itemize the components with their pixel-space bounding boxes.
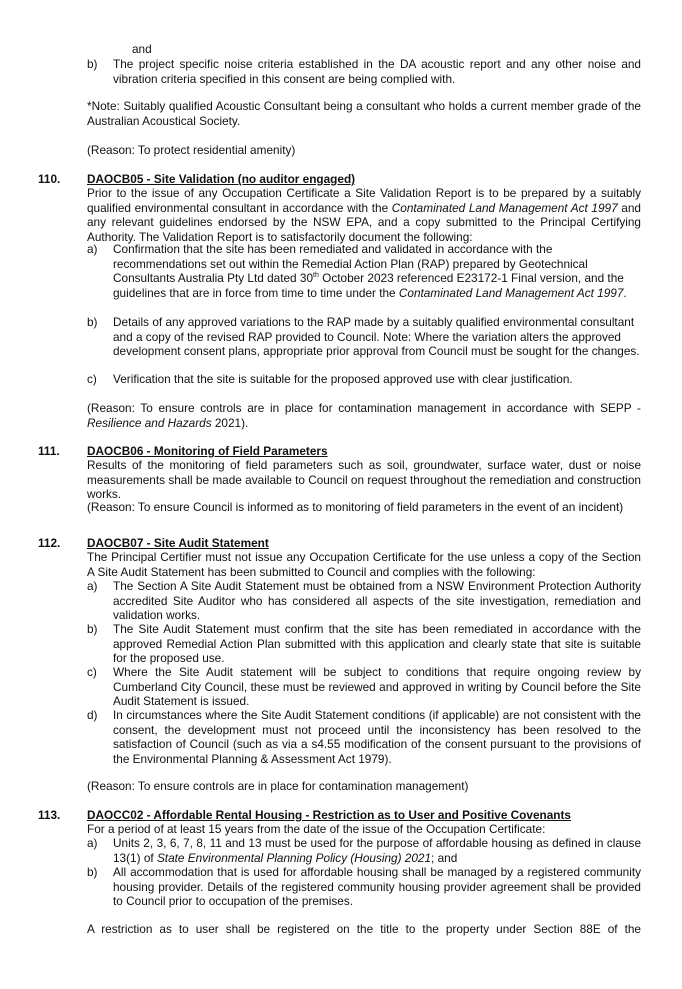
list-label: a) [87, 836, 98, 850]
acoustic-note: *Note: Suitably qualified Acoustic Consultant being a consultant who holds a current member grade of the Australian Acoustical Society. [87, 99, 641, 128]
list-item-d [87, 708, 641, 766]
list-item-c [87, 665, 641, 709]
list-item-a [87, 579, 641, 623]
list-text: The Site Audit Statement must confirm that the site has been remediated in accordance with the approved Remedial Action Plan submitted with this application and clearly state that site is suitable for the proposed use. [113, 622, 641, 666]
list-label: d) [87, 708, 98, 722]
condition-intro: For a period of at least 15 years from the date of the issue of the Occupation Certificate: [87, 822, 546, 836]
condition-number: 112. [38, 536, 61, 550]
list-text: Units 2, 3, 6, 7, 8, 11 and 13 must be used for the purpose of affordable housing as defined in clause 13(1) of State Environmental Planning Policy (Housing) 2021; and [113, 836, 641, 865]
list-item-b [87, 622, 641, 666]
condition-intro: The Principal Certifier must not issue any Occupation Certificate for the use unless a copy of the Section A Site Audit Statement has been submitted to Council and complies with the following: [87, 550, 641, 579]
list-label: b) [87, 865, 98, 879]
list-label: b) [87, 315, 98, 329]
condition-number: 110. [38, 172, 61, 186]
condition-body: Results of the monitoring of field parameters such as soil, groundwater, surface water, dust or noise measurements shall be made available to Council on request throughout the remediation and construction works. [87, 458, 641, 502]
condition-heading: DAOCB05 - Site Validation (no auditor engaged) [87, 172, 356, 186]
list-text: Confirmation that the site has been remediated and validated in accordance with the recommendations set out within the Remedial Action Plan (RAP) prepared by Geotechnical Consultants Australia Pty Ltd dated 30th October 2023 referenced E23172-1 Final version, and the guidelines that are in force from time to time under the Contaminated Land Management Act 1997. [113, 242, 627, 300]
list-item-b [87, 315, 641, 359]
reason-text: (Reason: To ensure Council is informed as to monitoring of field parameters in the event of an incident) [87, 500, 624, 514]
condition-heading: DAOCB06 - Monitoring of Field Parameters [87, 444, 328, 458]
list-text: Verification that the site is suitable for the proposed approved use with clear justification. [113, 372, 573, 386]
condition-tail: A restriction as to user shall be registered on the title to the property under Section 88E of the [87, 922, 641, 936]
list-item-c [87, 372, 641, 387]
list-label: a) [87, 579, 98, 593]
list-label: a) [87, 242, 98, 256]
list-item-b [87, 865, 641, 909]
list-text: The project specific noise criteria established in the DA acoustic report and any other noise and vibration criteria specified in this consent are being complied with. [113, 57, 641, 86]
condition-number: 113. [38, 808, 61, 822]
condition-number: 111. [38, 444, 60, 458]
list-text: Details of any approved variations to the RAP made by a suitably qualified environmental consultant and a copy of the revised RAP provided to Council. Note: Where the variation alters the approved development consent plans, appropriate prior approval from Council must be sought for the changes. [113, 315, 640, 359]
continuation-and: and [132, 42, 152, 56]
list-text: All accommodation that is used for affordable housing shall be managed by a registered community housing provider. Details of the registered community housing provider agreement shall be provided to Council prior to occupation of the premises. [113, 865, 641, 909]
list-item-b [87, 57, 641, 86]
list-label: c) [87, 372, 97, 386]
condition-heading: DAOCC02 - Affordable Rental Housing - Restriction as to User and Positive Covenants [87, 808, 571, 822]
list-text: Where the Site Audit statement will be subject to conditions that require ongoing review by Cumberland City Council, these must be reviewed and approved in writing by Council before the Site Audit Statement is issued. [113, 665, 641, 709]
condition-intro: Prior to the issue of any Occupation Certificate a Site Validation Report is to be prepared by a suitably qualified environmental consultant in accordance with the Contaminated Land Management Act 1997 and any relevant guidelines endorsed by the NSW EPA, and a copy submitted to the Principal Certifying Authority. The Validation Report is to satisfactorily document the following: [87, 186, 641, 244]
reason-text: (Reason: To ensure controls are in place for contamination management in accordance with SEPP - Resilience and Hazards 2021). [87, 401, 641, 430]
list-text: The Section A Site Audit Statement must be obtained from a NSW Environment Protection Authority accredited Site Auditor who has considered all aspects of the site investigation, remediation and validation works. [113, 579, 641, 623]
list-item-a [87, 242, 641, 300]
list-label: b) [87, 622, 98, 636]
list-label: c) [87, 665, 97, 679]
list-text: In circumstances where the Site Audit Statement conditions (if applicable) are not consistent with the consent, the development must not proceed until the inconsistency has been resolved to the satisfaction of Council (such as via a s4.55 modification of the consent pursuant to the provisions of the Environmental Planning & Assessment Act 1979). [113, 708, 641, 766]
reason-text: (Reason: To ensure controls are in place for contamination management) [87, 779, 469, 793]
reason-text: (Reason: To protect residential amenity) [87, 143, 296, 157]
list-label: b) [87, 57, 98, 71]
condition-heading: DAOCB07 - Site Audit Statement [87, 536, 269, 550]
list-item-a [87, 836, 641, 865]
